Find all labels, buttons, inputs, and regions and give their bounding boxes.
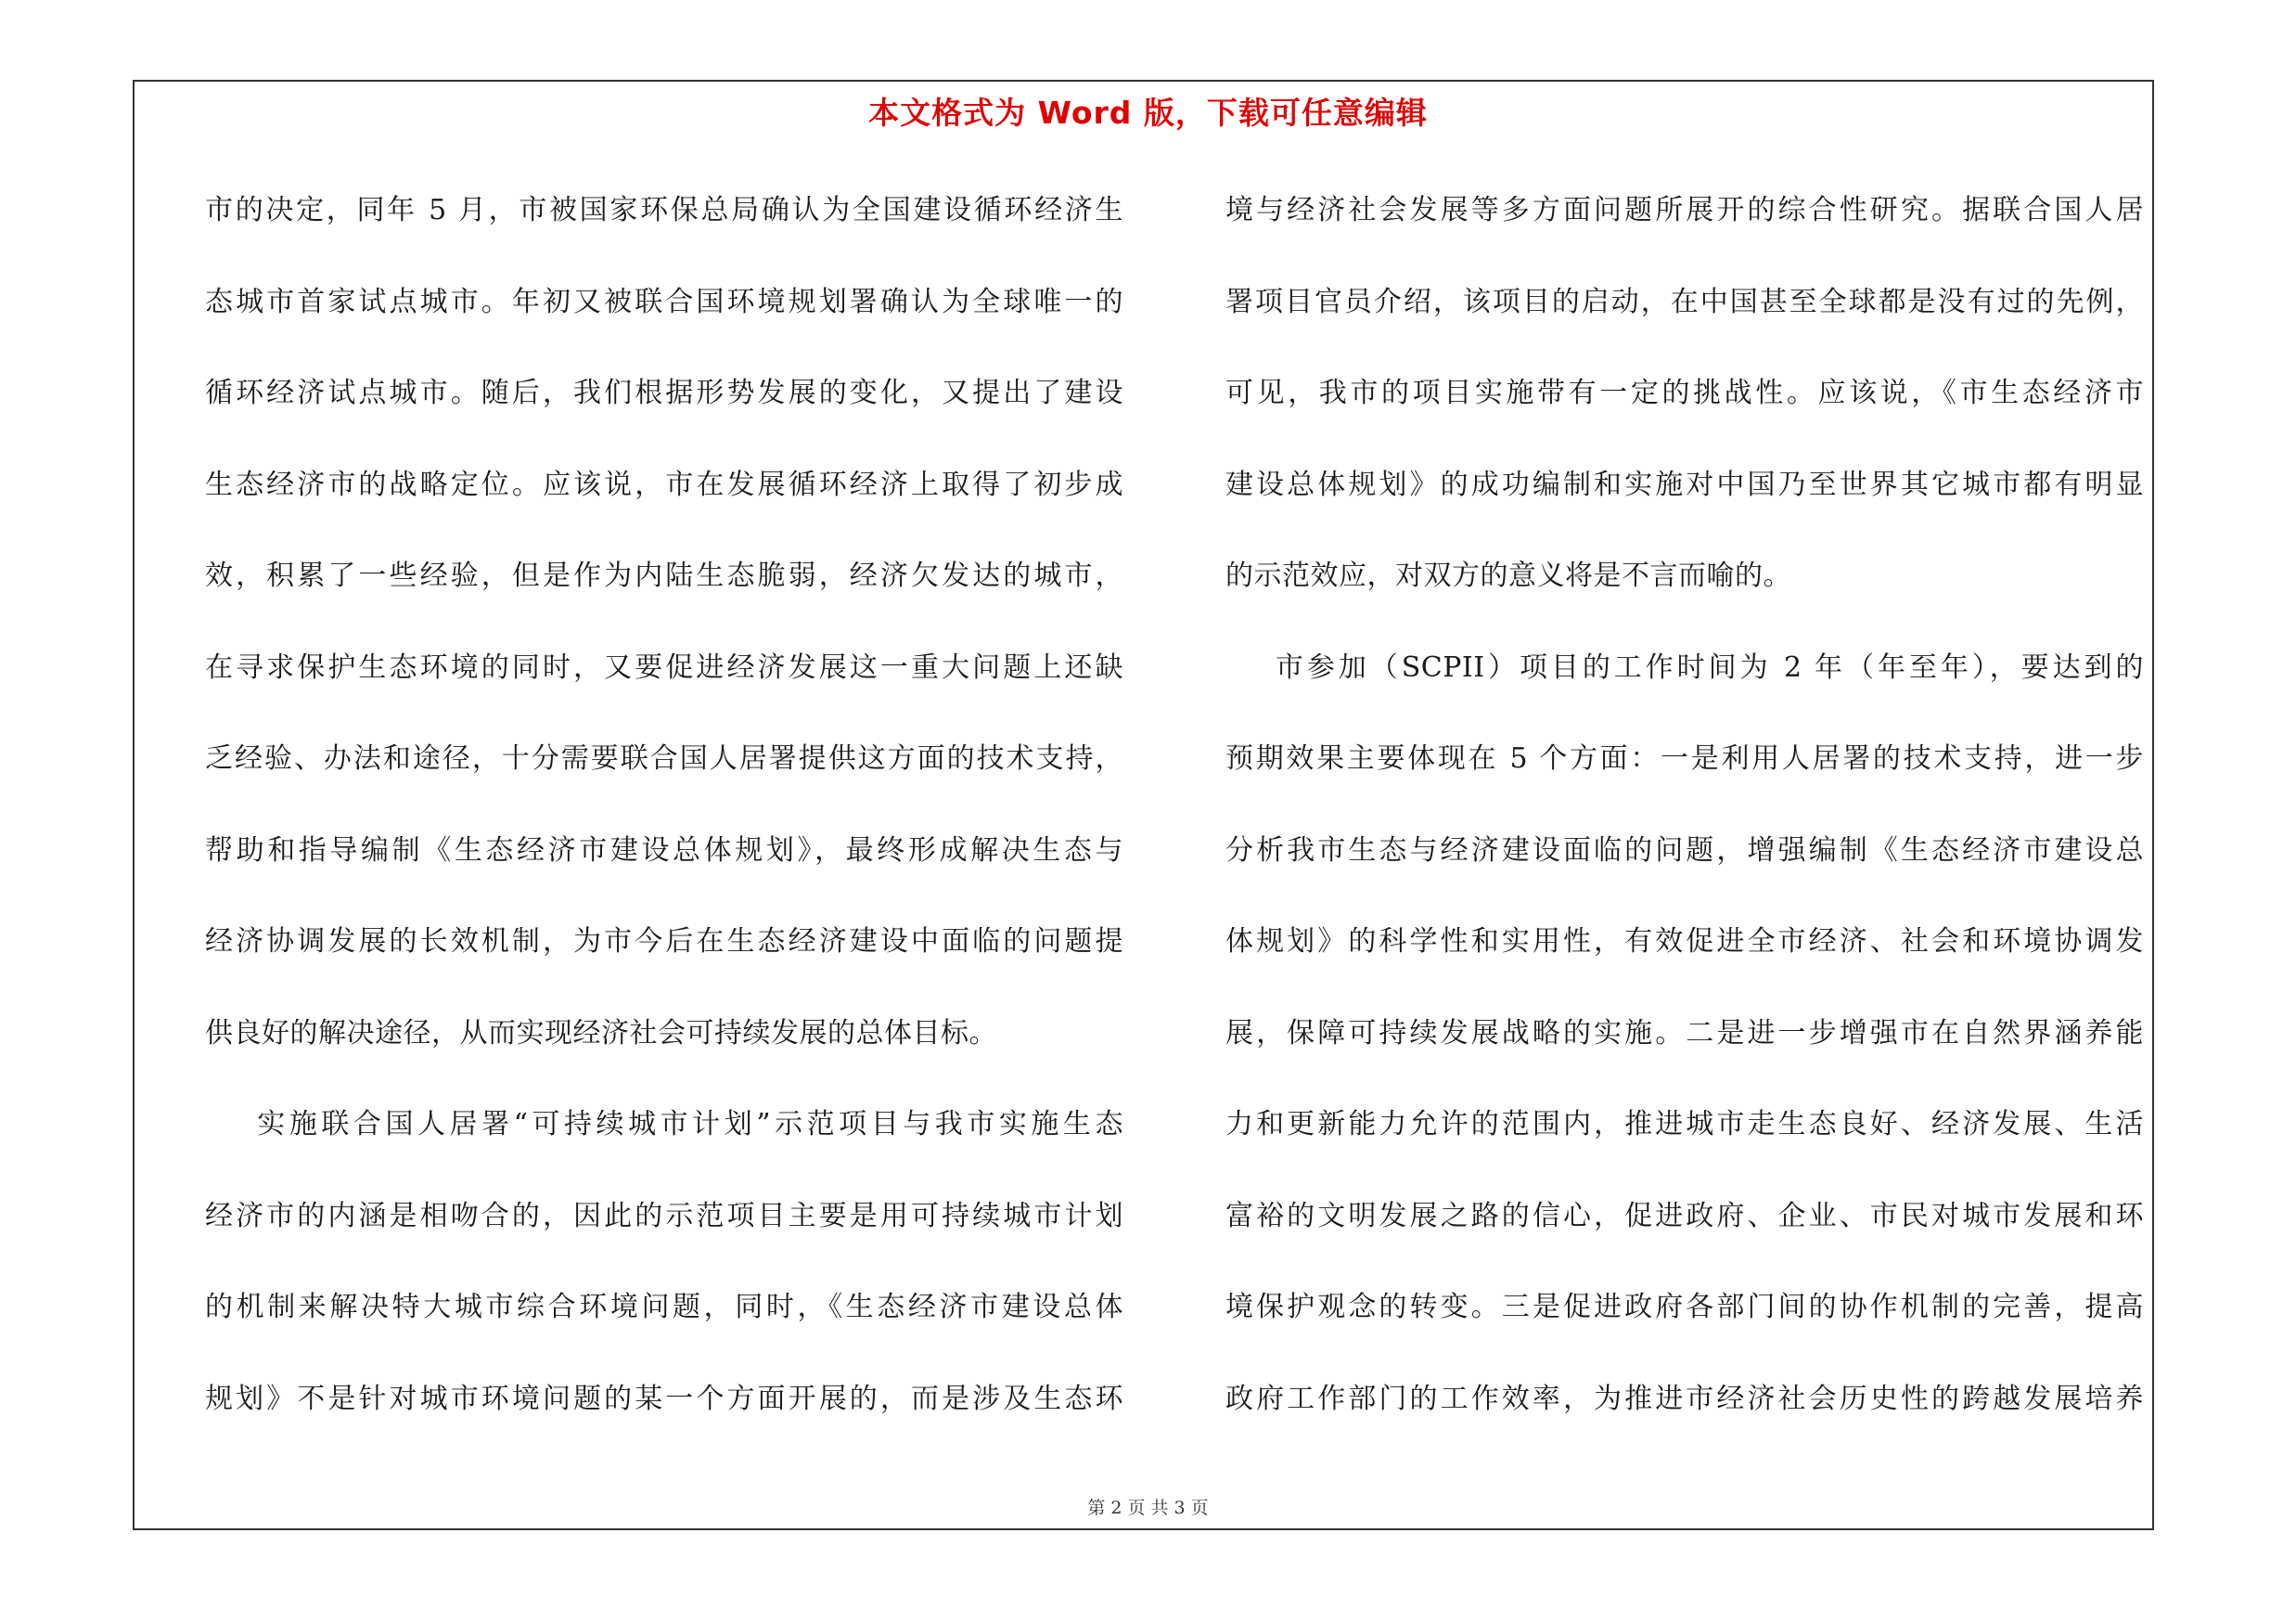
text-line: 乏经验、办法和途径，十分需要联合国人居署提供这方面的技术支持， [205,742,1123,775]
text-line: 供良好的解决途径，从而实现经济社会可持续发展的总体目标。 [205,1016,997,1050]
text-line: 实施联合国人居署“可持续城市计划”示范项目与我市实施生态 [205,1108,1123,1140]
text-line: 规划》不是针对城市环境问题的某一个方面开展的，而是涉及生态环 [205,1382,1123,1415]
text-line: 态城市首家试点城市。年初又被联合国环境规划署确认为全球唯一的 [205,285,1123,318]
page-number: 第 2 页 共 3 页 [1087,1498,1209,1518]
text-line: 市参加（SCPII）项目的工作时间为 2 年（年至年），要达到的 [1225,650,2144,684]
right-text-column [1225,184,2144,1463]
text-line: 政府工作部门的工作效率，为推进市经济社会历史性的跨越发展培养 [1225,1382,2144,1415]
document-banner: 本文格式为 Word 版，下载可任意编辑 [868,95,1428,131]
text-line: 境与经济社会发展等多方面问题所展开的综合性研究。据联合国人居 [1225,194,2144,226]
text-line: 力和更新能力允许的范围内，推进城市走生态良好、经济发展、生活 [1225,1108,2144,1140]
text-line: 循环经济试点城市。随后，我们根据形势发展的变化，又提出了建设 [205,377,1123,409]
text-line: 富裕的文明发展之路的信心，促进政府、企业、市民对城市发展和环 [1225,1199,2144,1232]
text-line: 效，积累了一些经验，但是作为内陆生态脆弱，经济欠发达的城市， [205,560,1123,592]
left-text-column [205,184,1123,1463]
text-line: 生态经济市的战略定位。应该说，市在发展循环经济上取得了初步成 [205,468,1123,501]
text-line: 境保护观念的转变。三是促进政府各部门间的协作机制的完善，提高 [1225,1291,2144,1323]
text-line: 体规划》的科学性和实用性，有效促进全市经济、社会和环境协调发 [1225,925,2144,958]
text-line: 预期效果主要体现在 5 个方面：一是利用人居署的技术支持，进一步 [1225,742,2144,775]
text-line: 分析我市生态与经济建设面临的问题，增强编制《生态经济市建设总 [1225,833,2144,867]
text-line: 展，保障可持续发展战略的实施。二是进一步增强市在自然界涵养能 [1225,1016,2144,1050]
text-line: 帮助和指导编制《生态经济市建设总体规划》，最终形成解决生态与 [205,833,1123,867]
text-line: 市的决定，同年 5 月，市被国家环保总局确认为全国建设循环经济生 [205,194,1123,226]
text-line: 建设总体规划》的成功编制和实施对中国乃至世界其它城市都有明显 [1225,468,2144,501]
text-line: 的示范效应，对双方的意义将是不言而喻的。 [1225,560,1791,592]
text-line: 的机制来解决特大城市综合环境问题，同时，《生态经济市建设总体 [205,1291,1123,1323]
text-line: 经济协调发展的长效机制，为市今后在生态经济建设中面临的问题提 [205,925,1123,958]
text-line: 可见，我市的项目实施带有一定的挑战性。应该说，《市生态经济市 [1225,377,2144,409]
text-line: 署项目官员介绍，该项目的启动，在中国甚至全球都是没有过的先例， [1225,285,2144,318]
text-line: 在寻求保护生态环境的同时，又要促进经济发展这一重大问题上还缺 [205,650,1123,684]
text-line: 经济市的内涵是相吻合的，因此的示范项目主要是用可持续城市计划 [205,1199,1123,1232]
